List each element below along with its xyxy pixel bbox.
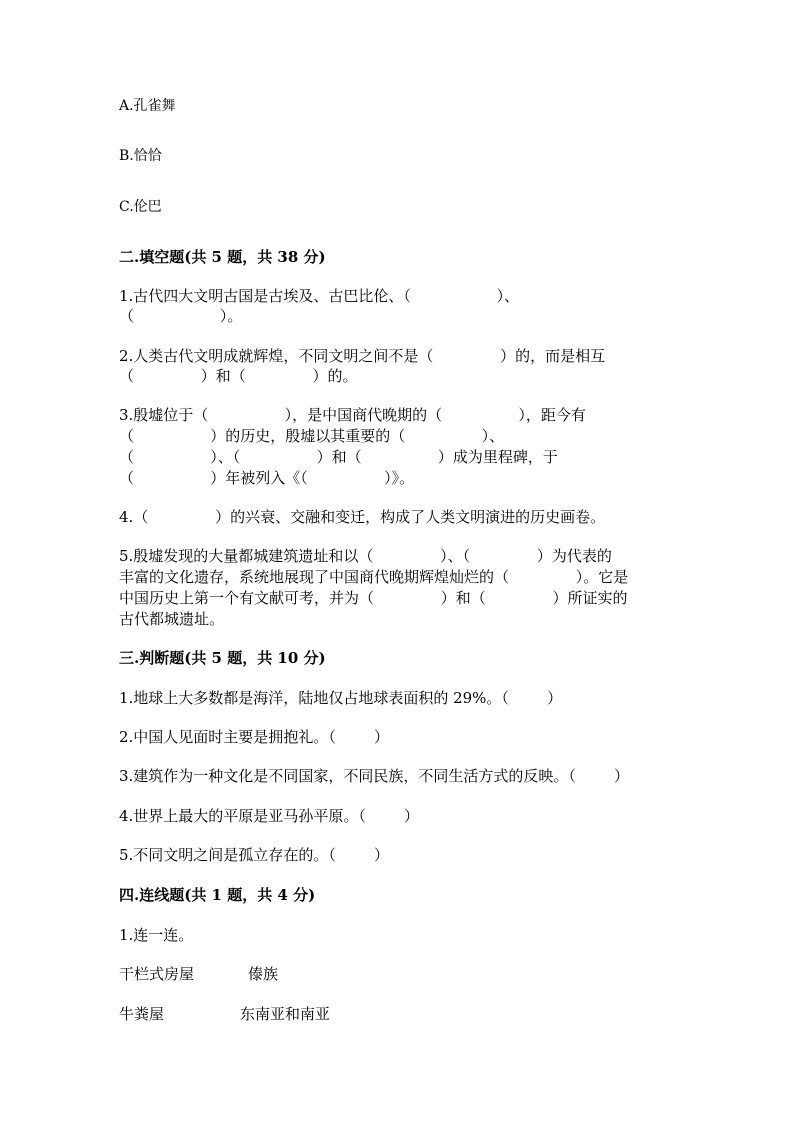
fill-in-q5-line3: 中国历史上第一个有文献可考，并为（ ）和（ ）所证实的 — [119, 589, 628, 607]
fill-in-q5-line2: 丰富的文化遗存，系统地展现了中国商代晚期辉煌灿烂的（ ）。它是 — [119, 568, 629, 586]
fill-in-q3-line1: 3.殷墟位于（ ），是中国商代晚期的（ ），距今有 — [119, 406, 586, 424]
true-false-q2: 2.中国人见面时主要是拥抱礼。（ ） — [119, 728, 389, 746]
section-heading-true-false: 三.判断题(共 5 题，共 10 分) — [119, 649, 326, 667]
fill-in-q3-line4: （ ）年被列入《（ ）》。 — [119, 469, 415, 487]
matching-left-item-1: 干栏式房屋 — [119, 965, 195, 983]
option-a: A.孔雀舞 — [119, 98, 176, 114]
true-false-q5: 5.不同文明之间是孤立存在的。（ ） — [119, 846, 389, 864]
option-b: B.恰恰 — [119, 148, 162, 164]
matching-question: 1.连一连。 — [119, 926, 194, 944]
matching-right-item-2: 东南亚和南亚 — [240, 1005, 331, 1023]
section-heading-matching: 四.连线题(共 1 题，共 4 分) — [119, 886, 316, 904]
matching-left-item-2: 牛粪屋 — [119, 1005, 165, 1023]
fill-in-q2-line1: 2.人类古代文明成就辉煌，不同文明之间不是（ ）的，而是相互 — [119, 347, 606, 365]
option-c: C.伦巴 — [119, 199, 162, 215]
matching-right-item-1: 傣族 — [248, 965, 279, 983]
fill-in-q3-line3: （ ）、（ ）和（ ）成为里程碑，于 — [119, 448, 558, 466]
fill-in-q1-line2: （ ）。 — [119, 307, 243, 325]
true-false-q4: 4.世界上最大的平原是亚马孙平原。（ ） — [119, 807, 419, 825]
true-false-q1: 1.地球上大多数都是海洋，陆地仅占地球表面积的 29%。（ ） — [119, 689, 563, 707]
fill-in-q2-line2: （ ）和（ ）的。 — [119, 367, 358, 385]
true-false-q3: 3.建筑作为一种文化是不同国家，不同民族，不同生活方式的反映。（ ） — [119, 767, 629, 785]
section-heading-fill-in: 二.填空题(共 5 题，共 38 分) — [119, 248, 326, 266]
fill-in-q1-line1: 1.古代四大文明古国是古埃及、古巴比伦、（ ）、 — [119, 287, 520, 305]
fill-in-q5-line4: 古代都城遗址。 — [119, 610, 225, 628]
fill-in-q3-line2: （ ）的历史，殷墟以其重要的（ ）、 — [119, 427, 505, 445]
fill-in-q4-line1: 4.（ ）的兴衰、交融和变迁，构成了人类文明演进的历史画卷。 — [119, 508, 606, 526]
fill-in-q5-line1: 5.殷墟发现的大量都城建筑遗址和以（ ）、（ ）为代表的 — [119, 547, 612, 565]
